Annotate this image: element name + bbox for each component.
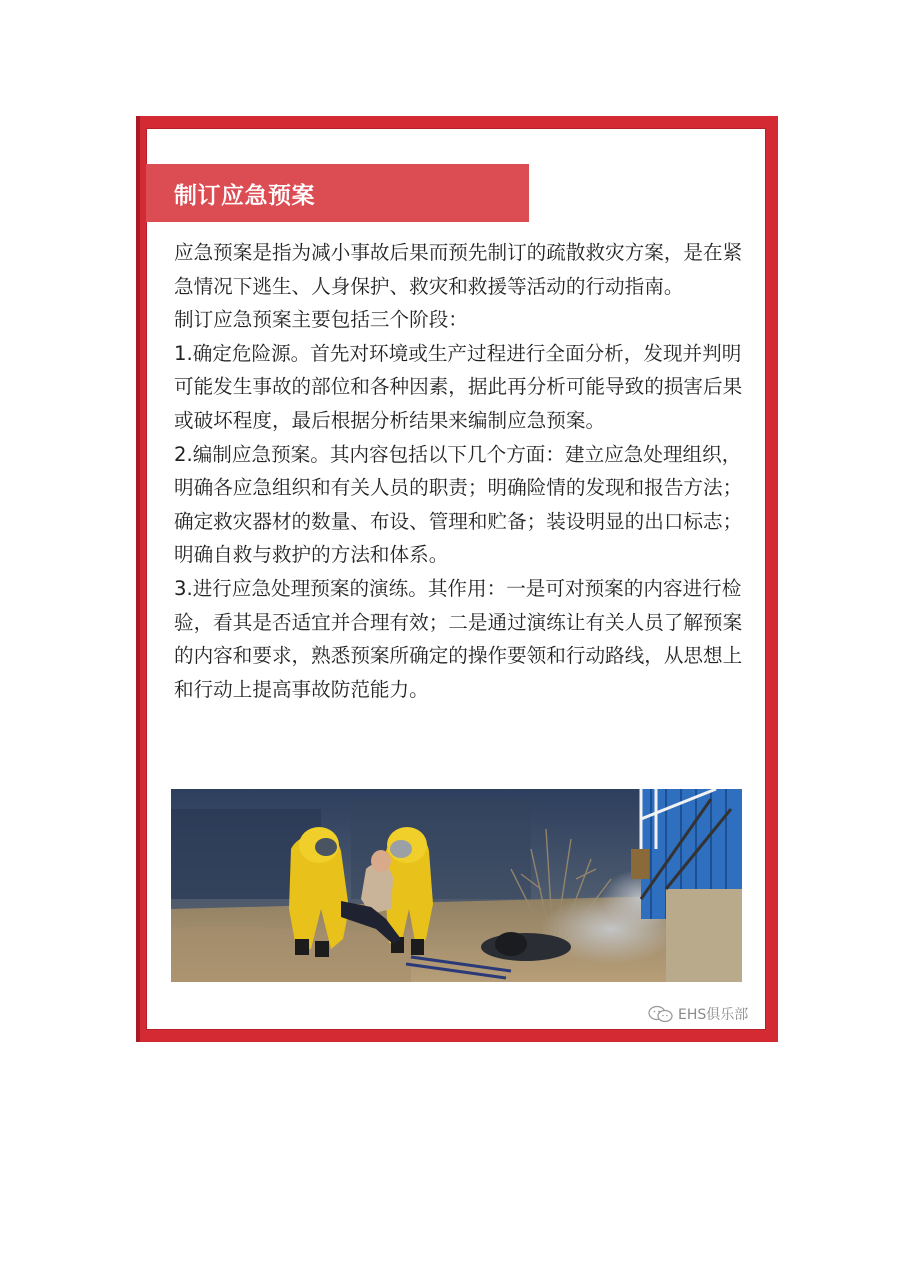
watermark bbox=[648, 1004, 748, 1024]
emergency-drill-photo bbox=[171, 789, 742, 982]
wechat-icon bbox=[648, 1005, 674, 1023]
watermark-text: EHS俱乐部 bbox=[678, 1007, 749, 1023]
intro-paragraph: 应急预案是指为减小事故后果而预先制订的疏散救灾方案，是在紧急情况下逃生、人身保护、救灾和救援等活动的行动指南。 bbox=[174, 241, 743, 298]
stage-3-paragraph: 3.进行应急处理预案的演练。其作用：一是可对预案的内容进行检验，看其是否适宜并合理有效；二是通过演练让有关人员了解预案的内容和要求，熟悉预案所确定的操作要领和行动路线，从思想上和行动上提高事故防范能力。 bbox=[174, 576, 743, 701]
page-title: 制订应急预案 bbox=[174, 182, 315, 209]
stage-1-paragraph: 1.确定危险源。首先对环境或生产过程进行全面分析，发现并判明可能发生事故的部位和各种因素，据此再分析可能导致的损害后果或破坏程度，最后根据分析结果来编制应急预案。 bbox=[174, 341, 743, 432]
stages-heading: 制订应急预案主要包括三个阶段： bbox=[174, 308, 468, 332]
title-banner bbox=[146, 164, 529, 222]
article-body bbox=[174, 236, 749, 706]
stage-2-paragraph: 2.编制应急预案。其内容包括以下几个方面：建立应急处理组织，明确各应急组织和有关人员的职责；明确险情的发现和报告方法；确定救灾器材的数量、布设、管理和贮备；装设明显的出口标志；明确自救与救护的方法和体系。 bbox=[174, 442, 743, 567]
